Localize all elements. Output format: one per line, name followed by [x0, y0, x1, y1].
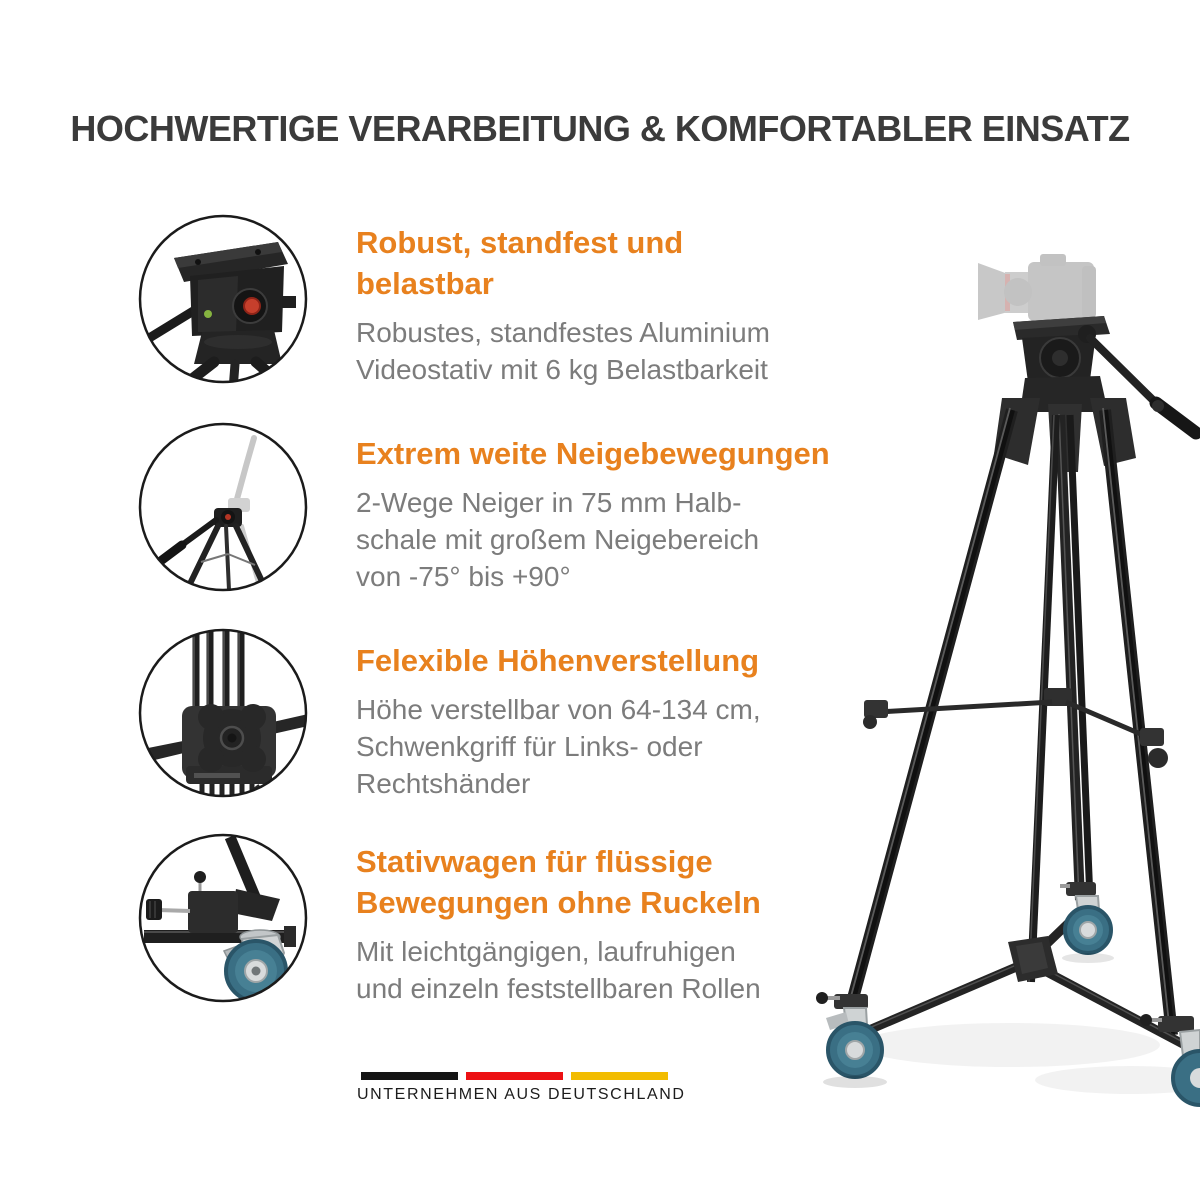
made-in-germany-label: UNTERNEHMEN AUS DEUTSCHLAND: [357, 1086, 686, 1103]
feature-photo-column-lock: [138, 628, 308, 798]
fluid-head: [1013, 316, 1110, 382]
tripod-with-dolly-illustration: [760, 250, 1200, 1110]
feature-body: 2-Wege Neiger in 75 mm Halb- schale mit großem Neigebereich von -75° bis +90°: [356, 487, 760, 592]
mid-spreader: [863, 688, 1168, 768]
fluid-head-closeup-illustration: [138, 214, 308, 384]
feature-heading: Extrem weite Neigebewegungen: [356, 436, 830, 471]
video-tripod-photo: [760, 250, 1200, 1110]
feature-heading: Robust, standfest und belastbar: [356, 225, 684, 301]
flag-bar-red: [466, 1072, 563, 1080]
feature-body: Höhe verstellbar von 64-134 cm, Schwenkgriff für Links- oder Rechtshänder: [356, 694, 761, 799]
flag-bar-black: [361, 1072, 458, 1080]
column-lock-closeup-illustration: [138, 628, 308, 798]
caster-wheel-closeup-illustration: [138, 833, 308, 1003]
feature-photo-tilt-range: [138, 422, 308, 592]
feature-heading: Stativwagen für flüssige Bewegungen ohne Ruckeln: [356, 844, 761, 920]
flag-bar-gold: [571, 1072, 668, 1080]
feature-photo-fluid-head: [138, 214, 308, 384]
tripod-legs: [850, 408, 1172, 1035]
ghost-camera: [978, 254, 1096, 321]
feature-heading: Felexible Höhenverstellung: [356, 643, 760, 678]
feature-photo-caster-wheel: [138, 833, 308, 1003]
german-flag-bars: [361, 1072, 668, 1080]
feature-body: Robustes, standfestes Aluminium Videostativ mit 6 kg Belastbarkeit: [356, 317, 770, 385]
page-title: HOCHWERTIGE VERARBEITUNG & KOMFORTABLER EINSATZ: [70, 108, 1130, 149]
tilt-range-demo-illustration: [138, 422, 308, 592]
feature-body: Mit leichtgängigen, laufruhigen und einzeln feststellbaren Rollen: [356, 936, 761, 1004]
